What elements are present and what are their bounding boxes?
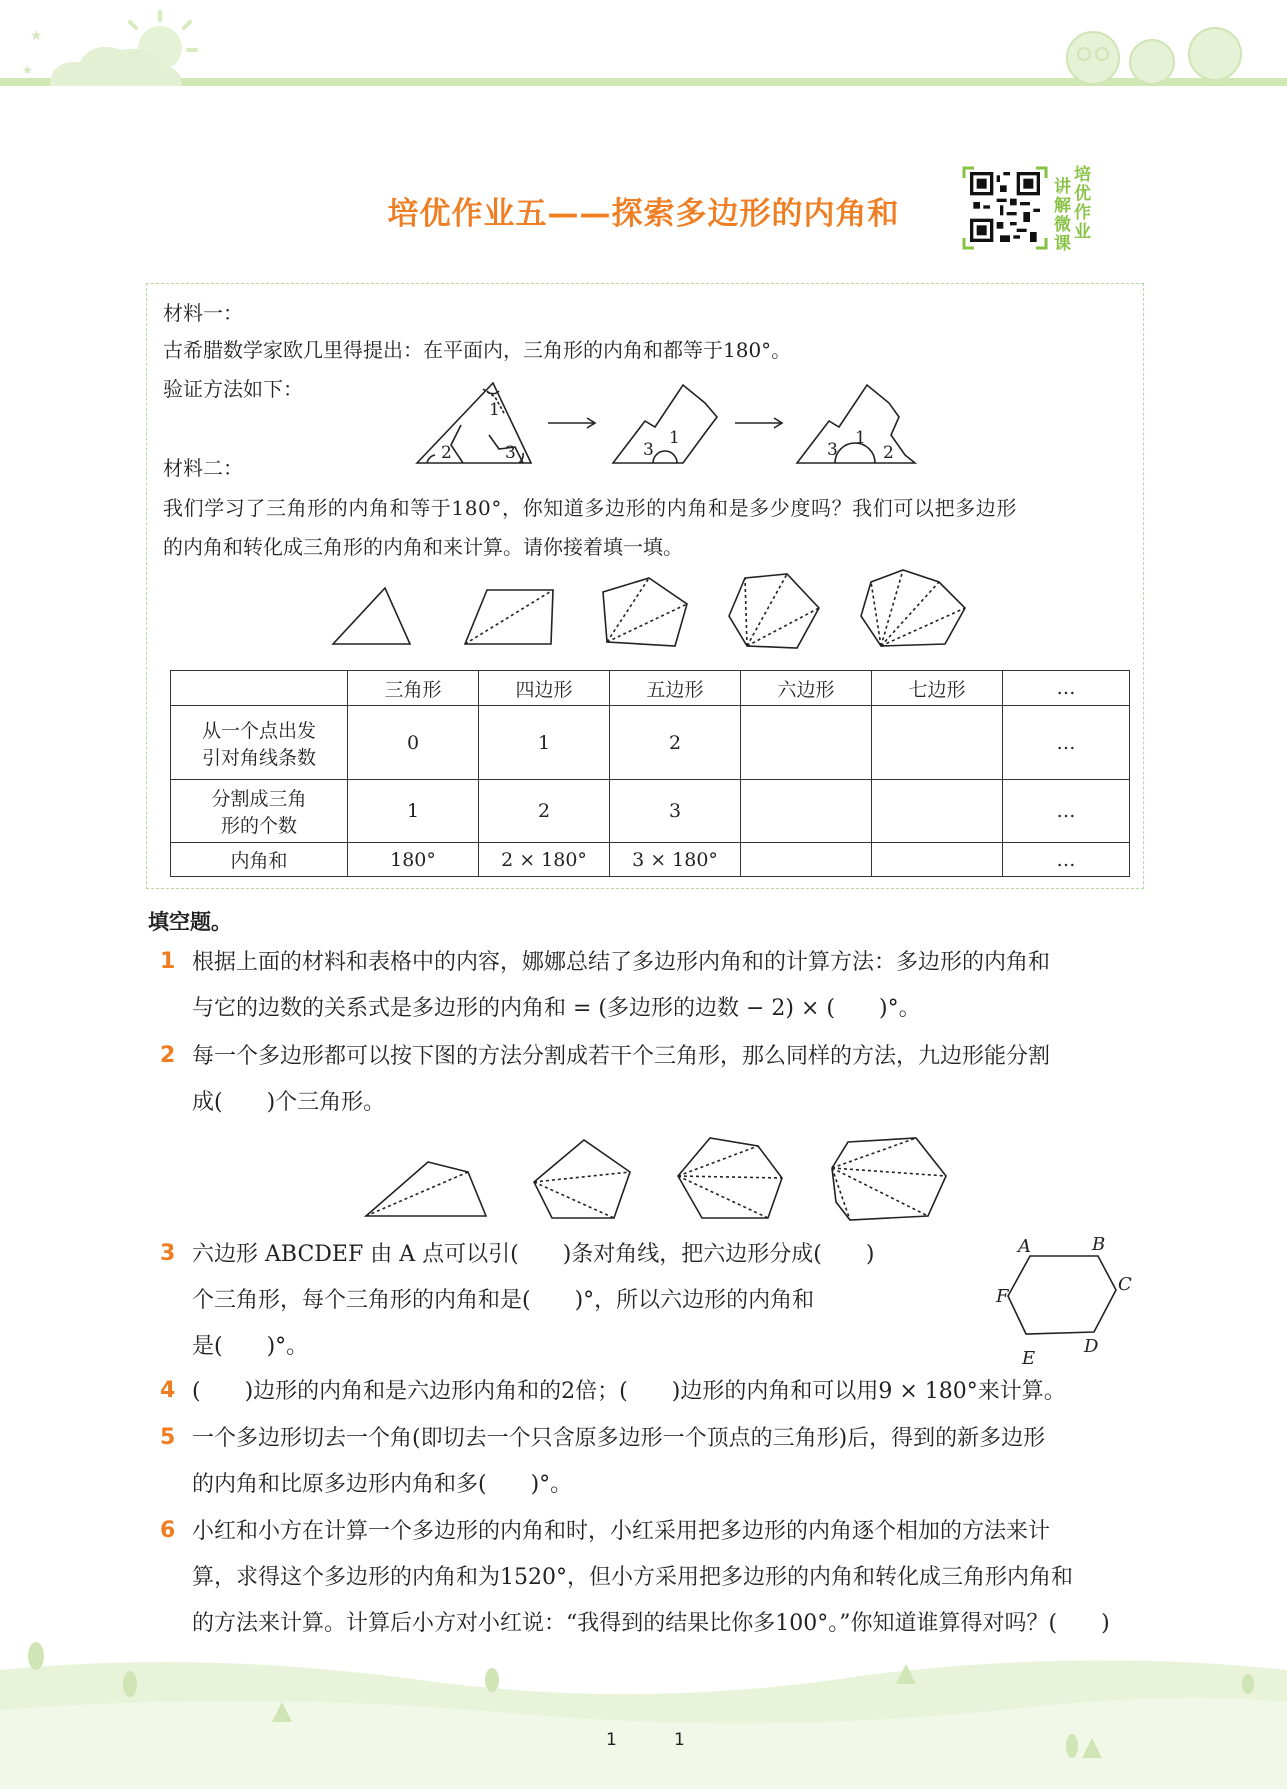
- table-cell: 0: [348, 706, 479, 780]
- qr-frame: [962, 166, 1048, 250]
- page-number-left: 1: [606, 1730, 617, 1750]
- vertex-A: A: [1018, 1236, 1031, 1257]
- angle-label-3c: 3: [827, 440, 838, 460]
- angle-label-2c: 2: [883, 443, 894, 463]
- table-header: 五边形: [610, 671, 741, 706]
- polygon-diagonals-figure: [325, 568, 980, 650]
- question-1[interactable]: 根据上面的材料和表格中的内容，娜娜总结了多边形内角和的计算方法：多边形的内角和 与它的边数的关系式是多边形的内角和 = (多边形的边数 − 2) × ( )°。: [192, 950, 1051, 1021]
- vertex-C: C: [1118, 1274, 1132, 1295]
- material2-line2: 的内角和转化成三角形的内角和来计算。请你接着填一填。: [163, 535, 683, 559]
- angle-label-1a: 1: [489, 400, 500, 420]
- animal-characters-icon: [1067, 28, 1241, 84]
- footer-landscape: [0, 1640, 1287, 1789]
- table-row: [171, 780, 1130, 843]
- question-2[interactable]: 每一个多边形都可以按下图的方法分割成若干个三角形，那么同样的方法，九边形能分割 成( )个三角形。: [192, 1044, 1051, 1115]
- question-5[interactable]: 一个多边形切去一个角(即切去一个只含原多边形一个顶点的三角形)后，得到的新多边形 的内角和比原多边形内角和多( )°。: [192, 1426, 1046, 1497]
- svg-text:★: ★: [30, 28, 43, 44]
- table-cell: 3 × 180°: [610, 843, 741, 877]
- row-label: 分割成三角 形的个数: [171, 780, 348, 843]
- question-4[interactable]: ( )边形的内角和是六边形内角和的2倍；( )边形的内角和可以用9 × 180°来计算。: [192, 1379, 1066, 1404]
- angle-label-1b: 1: [669, 428, 680, 448]
- table-header: 三角形: [348, 671, 479, 706]
- svg-text:★: ★: [22, 63, 33, 77]
- hexagon-figure: [994, 1234, 1144, 1374]
- table-cell: …: [1003, 780, 1130, 843]
- table-row: [171, 843, 1130, 877]
- angle-label-2a: 2: [441, 443, 452, 463]
- question-number-4: 4: [160, 1378, 176, 1403]
- material1-method: 验证方法如下：: [163, 377, 303, 401]
- table-cell: …: [1003, 706, 1130, 780]
- table-cell-blank[interactable]: [741, 780, 872, 843]
- table-header: 四边形: [479, 671, 610, 706]
- question-number-1: 1: [160, 949, 176, 974]
- polygon-split-figure: [362, 1132, 950, 1222]
- table-cell: 180°: [348, 843, 479, 877]
- table-header: …: [1003, 671, 1130, 706]
- angle-label-3a: 3: [505, 443, 516, 463]
- question-number-6: 6: [160, 1518, 176, 1543]
- question-number-2: 2: [160, 1043, 176, 1068]
- table-cell: …: [1003, 843, 1130, 877]
- table-cell-blank[interactable]: [872, 706, 1003, 780]
- question-3[interactable]: 六边形 ABCDEF 由 A 点可以引( )条对角线，把六边形分成( ) 个三角形，每个三角形的内角和是( )°，所以六边形的内角和 是( )°。: [192, 1242, 875, 1359]
- question-number-5: 5: [160, 1425, 176, 1450]
- qr-tag-col1: 讲解微课: [1054, 177, 1071, 254]
- table-cell-blank[interactable]: [741, 706, 872, 780]
- verification-diagram: [405, 375, 920, 471]
- table-header: [171, 671, 348, 706]
- vertex-F: F: [996, 1286, 1009, 1307]
- table-header: 六边形: [741, 671, 872, 706]
- vertex-B: B: [1092, 1234, 1106, 1255]
- angle-label-1c: 1: [855, 428, 866, 448]
- table-cell: 2: [610, 706, 741, 780]
- table-cell-blank[interactable]: [872, 843, 1003, 877]
- question-6[interactable]: 小红和小方在计算一个多边形的内角和时，小红采用把多边形的内角逐个相加的方法来计 算，求得这个多边形的内角和为1520°，但小方采用把多边形的内角和转化成三角形内角和 的方法来计算。计算后小方对小红说：“我得到的结果比你多100°。”你知道谁算得对吗？( ): [192, 1519, 1110, 1636]
- row-label: 内角和: [171, 843, 348, 877]
- page-number-right: 1: [674, 1730, 685, 1750]
- row-label: 从一个点出发 引对角线条数: [171, 706, 348, 780]
- polygon-table: [170, 670, 1130, 877]
- table-cell: 3: [610, 780, 741, 843]
- vertex-E: E: [1022, 1348, 1036, 1369]
- material1-heading: 材料一：: [163, 301, 243, 325]
- question-number-3: 3: [160, 1241, 176, 1266]
- sun-cloud-icon: [22, 12, 196, 86]
- table-cell-blank[interactable]: [872, 780, 1003, 843]
- angle-label-3b: 3: [643, 440, 654, 460]
- table-cell: 1: [348, 780, 479, 843]
- material1-text: 古希腊数学家欧几里得提出：在平面内，三角形的内角和都等于180°。: [163, 338, 792, 362]
- header-decoration: [0, 0, 1287, 110]
- page-title: 培优作业五——探索多边形的内角和: [387, 196, 900, 232]
- table-row: [171, 706, 1130, 780]
- material2-heading: 材料二：: [163, 456, 243, 480]
- qr-tag-col2: 培优作业: [1074, 165, 1091, 242]
- table-cell: 2: [479, 780, 610, 843]
- table-cell: 2 × 180°: [479, 843, 610, 877]
- table-cell: 1: [479, 706, 610, 780]
- vertex-D: D: [1084, 1336, 1099, 1357]
- section-title: 填空题。: [148, 910, 232, 934]
- table-header: 七边形: [872, 671, 1003, 706]
- table-cell-blank[interactable]: [741, 843, 872, 877]
- table-header-row: [171, 671, 1130, 706]
- material2-line1: 我们学习了三角形的内角和等于180°，你知道多边形的内角和是多少度吗？我们可以把多边形: [163, 496, 1017, 520]
